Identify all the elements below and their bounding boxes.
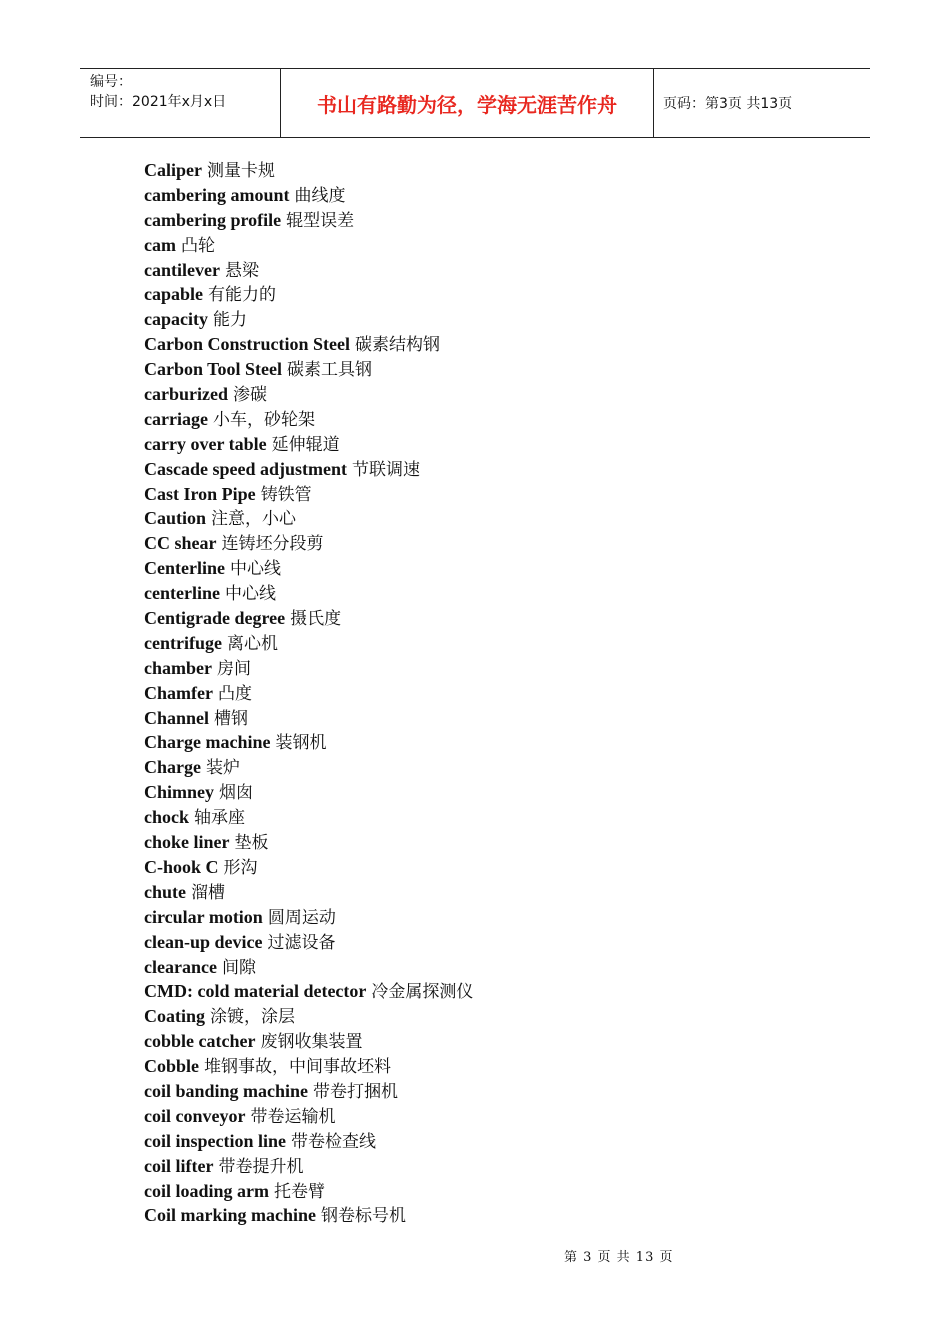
entry-translation: 槽钢 [214,708,249,729]
entry-term: coil inspection line [144,1130,287,1151]
glossary-entry [144,581,473,606]
entry-translation: 中心线 [229,559,281,580]
entry-translation: 能力 [212,310,247,331]
entry-translation: 小车，砂轮架 [212,409,315,430]
glossary-entry [144,282,473,307]
entry-translation: 堆钢事故，中间事故坯料 [204,1057,392,1078]
glossary-entry [144,1179,473,1204]
glossary-entry [144,730,473,755]
document-date: 时间：2021年x月x日 [90,94,227,110]
entry-translation: 垫板 [234,833,269,854]
entry-translation: 辊型误差 [286,210,355,231]
entry-translation: 烟囱 [219,783,254,804]
glossary-entry [144,930,473,955]
header-motto: 书山有路勤为径，学海无涯苦作舟 [281,69,654,137]
entry-term: Caliper [144,160,202,180]
glossary-entry [144,1004,473,1029]
entry-term: cobble catcher [144,1031,256,1052]
entry-term: cam [144,234,176,255]
entry-translation: 过滤设备 [267,932,336,953]
entry-translation: 间隙 [221,957,256,978]
entry-term: coil conveyor [144,1105,246,1126]
entry-term: coil lifter [144,1155,214,1176]
entry-translation: 节联调速 [352,459,421,480]
entry-term: chute [144,881,186,902]
glossary-entry [144,955,473,980]
glossary-entry [144,780,473,805]
header-page-info: 页码：第3页 共13页 [663,96,793,112]
entry-term: Centerline [144,558,225,579]
entry-term: carry over table [144,433,267,454]
entry-translation: 装钢机 [275,733,327,754]
glossary-entry [144,457,473,482]
entry-translation: 碳素工具钢 [287,360,373,381]
entry-term: centerline [144,583,220,604]
entry-term: clearance [144,956,217,977]
entry-term: Charge [144,757,201,778]
glossary-entry [144,556,473,581]
entry-term: Coating [144,1006,206,1027]
entry-translation: 带卷检查线 [291,1131,377,1152]
glossary-entry [144,706,473,731]
entry-term: choke liner [144,832,230,853]
glossary-entry [144,1054,473,1079]
entry-translation: 铸铁管 [260,484,312,505]
entry-translation: 冷金属探测仪 [371,982,474,1003]
entry-term: centrifuge [144,632,222,653]
entry-translation: 碳素结构钢 [355,335,440,356]
entry-translation: 延伸辊道 [271,434,340,455]
entry-term: CC shear [144,533,217,554]
glossary-entry [144,208,473,233]
glossary-entry [144,233,473,258]
entry-term: cambering amount [144,184,290,205]
entry-term: Carbon Tool Steel [144,359,283,380]
glossary-entry [144,307,473,332]
glossary-entry [144,1104,473,1129]
entry-term: Caution [144,508,207,529]
entry-translation: 轴承座 [194,808,245,829]
entry-term: Cast Iron Pipe [144,483,256,504]
glossary-entry [144,183,473,208]
glossary-entry [144,1129,473,1154]
entry-translation: 房间 [216,658,251,679]
entry-term: carburized [144,384,228,405]
glossary-entry [144,656,473,681]
entry-translation: 渗碳 [232,385,267,406]
entry-translation: 注意，小心 [211,509,297,530]
entry-translation: 形沟 [223,857,258,878]
glossary-entry [144,506,473,531]
document-number-label: 编号： [90,74,132,90]
entry-translation: 凸度 [217,683,252,704]
entry-translation: 托卷臂 [274,1181,325,1202]
entry-term: Charge machine [144,732,271,753]
entry-translation: 凸轮 [180,235,215,256]
entry-translation: 有能力的 [208,285,277,306]
entry-term: Carbon Construction Steel [144,334,350,355]
page-footer: 第 3 页 共 13 页 [564,1250,674,1265]
entry-translation: 连铸坯分段剪 [221,534,324,555]
entry-translation: 中心线 [224,584,276,605]
entry-translation: 涂镀，涂层 [210,1007,296,1028]
entry-translation: 测量卡规 [207,161,275,181]
entry-term: Chimney [144,782,215,803]
glossary-entry [144,755,473,780]
entry-term: CMD: cold material detector [144,981,367,1002]
entry-term: cantilever [144,259,220,280]
entry-translation: 曲线度 [294,185,346,206]
glossary-entry [144,631,473,656]
glossary-entry [144,855,473,880]
entry-translation: 装炉 [206,758,240,779]
entry-term: Cascade speed adjustment [144,458,348,479]
entry-term: capacity [144,309,208,330]
entry-translation: 悬梁 [224,260,259,281]
entry-term: Cobble [144,1056,200,1077]
entry-translation: 钢卷标号机 [321,1206,407,1227]
glossary-entry [144,258,473,283]
glossary-entry [144,905,473,930]
glossary-entry [144,332,473,357]
glossary-entry [144,830,473,855]
glossary-entry [144,407,473,432]
entry-term: coil loading arm [144,1180,269,1201]
glossary-entry [144,531,473,556]
glossary-entry [144,1203,473,1228]
entry-term: carriage [144,408,208,429]
header-meta [80,69,281,137]
entry-translation: 带卷提升机 [218,1156,304,1177]
glossary-entry [144,1029,473,1054]
glossary-list [144,158,473,1228]
entry-term: chock [144,807,189,828]
entry-translation: 离心机 [226,633,278,654]
entry-term: clean-up device [144,931,263,952]
entry-term: cambering profile [144,209,282,230]
entry-translation: 溜槽 [191,882,225,903]
entry-term: chamber [144,657,212,678]
entry-term: C-hook C [144,856,219,877]
entry-term: capable [144,284,204,305]
glossary-entry [144,606,473,631]
entry-translation: 圆周运动 [267,907,336,928]
glossary-entry [144,880,473,905]
glossary-entry [144,1079,473,1104]
entry-translation: 摄氏度 [290,609,342,630]
glossary-entry [144,357,473,382]
entry-term: coil banding machine [144,1080,309,1101]
entry-term: Centigrade degree [144,608,286,629]
glossary-entry [144,482,473,507]
entry-term: Coil marking machine [144,1205,317,1226]
glossary-entry [144,382,473,407]
entry-translation: 带卷打捆机 [313,1081,399,1102]
entry-term: Channel [144,707,210,728]
entry-term: circular motion [144,906,263,927]
glossary-entry [144,158,473,183]
glossary-entry [144,681,473,706]
entry-translation: 废钢收集装置 [260,1032,363,1053]
entry-translation: 带卷运输机 [250,1106,336,1127]
glossary-entry [144,979,473,1004]
glossary-entry [144,432,473,457]
entry-term: Chamfer [144,682,213,703]
glossary-entry [144,1154,473,1179]
glossary-entry [144,805,473,830]
page-header [80,68,870,138]
